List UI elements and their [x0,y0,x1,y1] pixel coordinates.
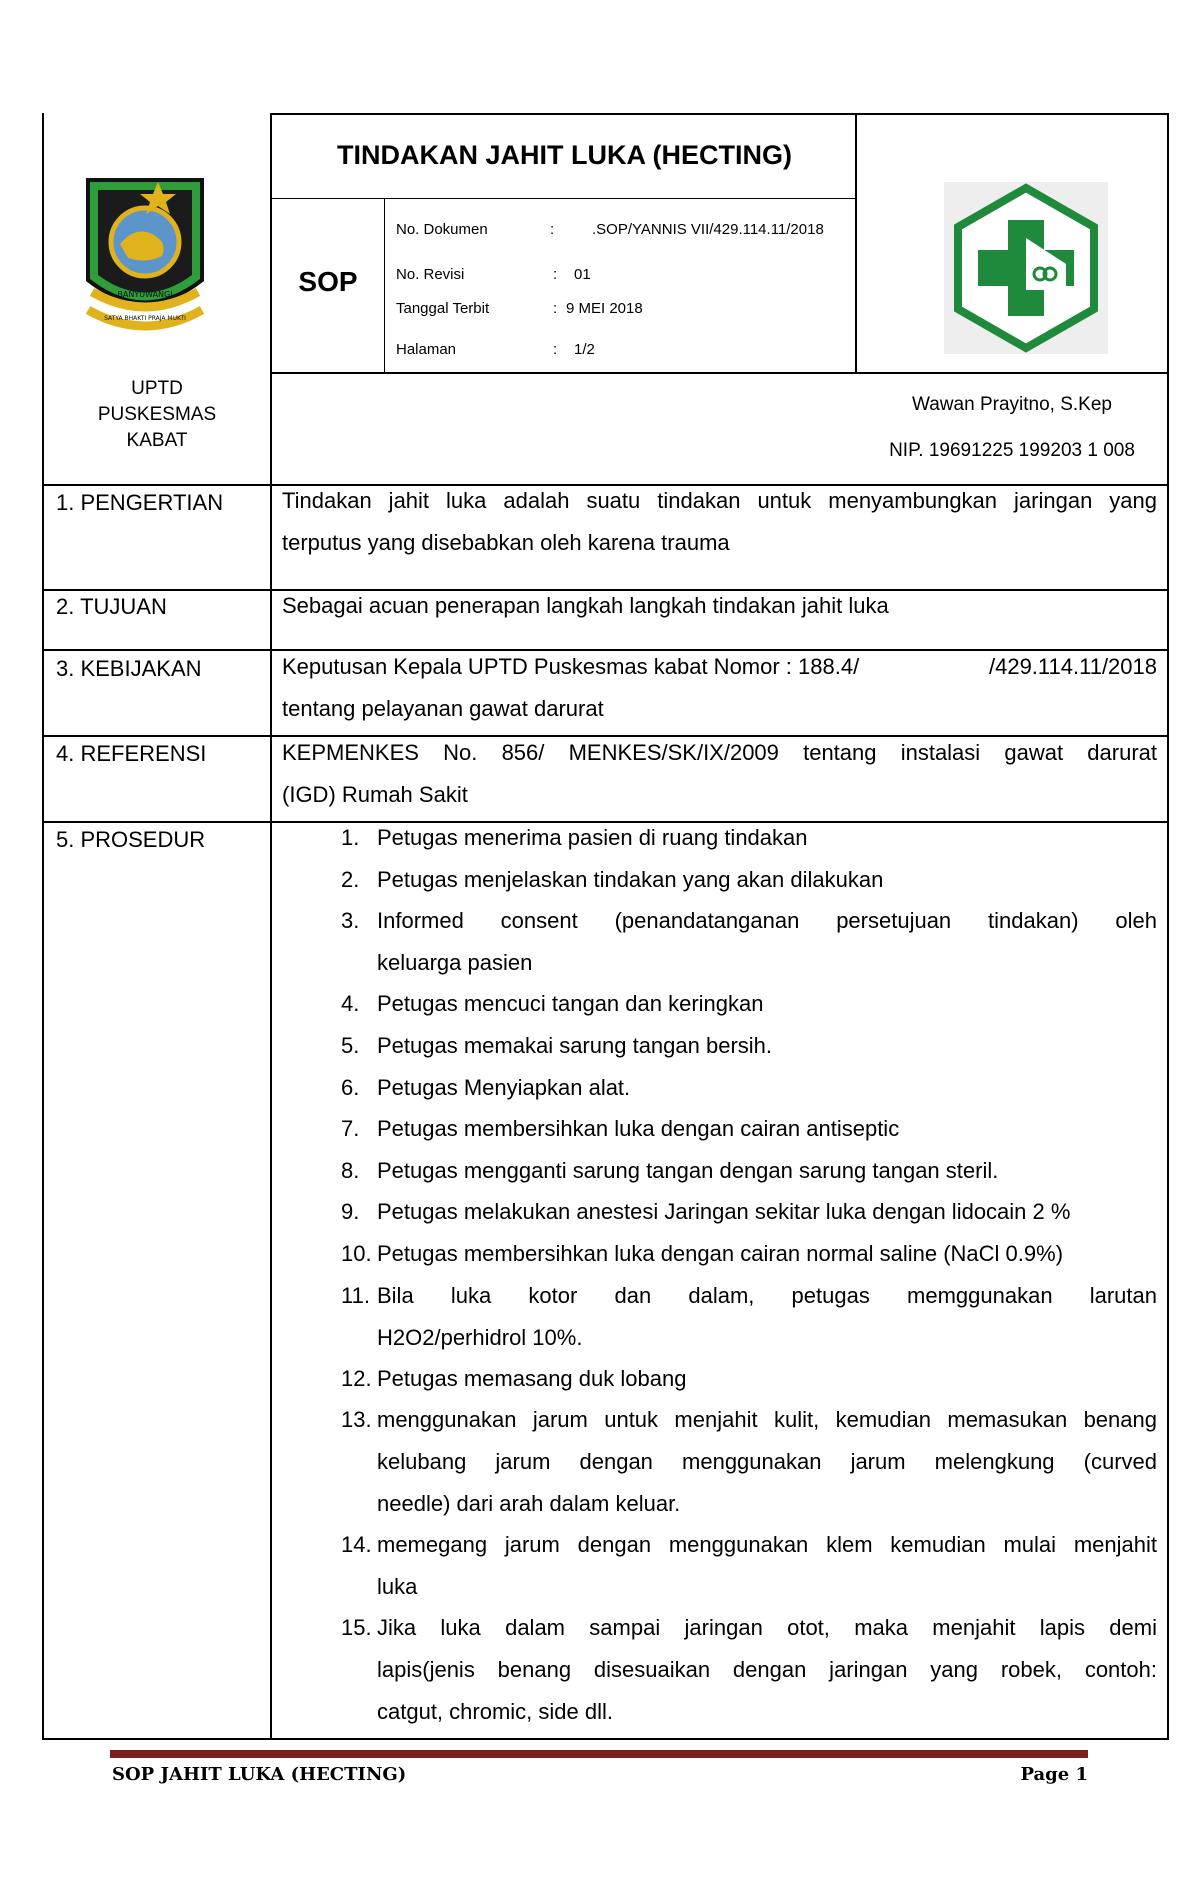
procedure-step-line: Petugas membersihkan luka dengan cairan normal saline (NaCl 0.9%) [377,1241,1064,1266]
section-label-prosedur: 5. PROSEDUR [56,827,206,852]
puskesmas-logo [944,182,1108,354]
procedure-step-text [377,1607,1157,1733]
procedure-step [341,1358,1157,1400]
crest-icon [80,160,210,340]
procedure-step-text [377,1358,1157,1400]
section-label-tujuan: 2. TUJUAN [56,594,167,619]
procedure-step-number: 5. [341,1033,360,1058]
procedure-step-text [377,1108,1157,1150]
field-value: .SOP/YANNIS VII/429.114.11/2018 [592,221,824,238]
content-line: Sebagai acuan penerapan langkah langkah tindakan jahit luka [282,593,889,618]
procedure-step-number: 7. [341,1116,360,1142]
content-line: Tindakan jahit luka adalah suatu tindakan untuk menyambungkan jaringan yang [282,488,1157,513]
procedure-step-text [377,1275,1157,1359]
procedure-step [341,1108,1157,1150]
field-label: Tanggal Terbit [396,300,490,317]
field-value: 1/2 [574,341,595,358]
procedure-step-number: 14. [341,1532,372,1558]
procedure-step-line: Petugas menjelaskan tindakan yang akan dilakukan [377,866,884,892]
procedure-step-line: Jika luka dalam sampai jaringan otot, maka menjahit lapis demi [377,1615,1157,1641]
page-title: TINDAKAN JAHIT LUKA (HECTING) [337,140,792,170]
procedure-step-number: 2. [341,866,360,892]
procedure-step-number: 4. [341,991,360,1017]
field-sep: : [553,300,558,317]
content-line: KEPMENKES No. 856/ MENKES/SK/IX/2009 tentang instalasi gawat darurat [282,740,1157,765]
svg-text:SATYA BHAKTI PRAJA MUKTI: SATYA BHAKTI PRAJA MUKTI [104,315,186,322]
procedure-step-text [377,1025,1157,1067]
procedure-step-number: 9. [341,1199,360,1225]
procedure-step-text [377,900,1157,984]
field-label: No. Revisi [396,266,465,283]
procedure-step-number: 13. [341,1407,372,1433]
section-content-kebijakan [282,646,1157,730]
signatory-nip: NIP. 19691225 199203 1 008 [889,440,1135,461]
section-label-pengertian: 1. PENGERTIAN [56,490,224,515]
procedure-step-line: Petugas mengganti sarung tangan dengan sarung tangan steril. [377,1157,999,1183]
procedure-step-number: 6. [341,1074,360,1100]
procedure-step [341,1191,1157,1233]
procedure-step [341,1607,1157,1732]
procedure-step-number: 3. [341,908,360,934]
kebijakan-decree-text: Keputusan Kepala UPTD Puskesmas kabat Nomor : 188.4/ [282,654,860,679]
procedure-step-line: needle) dari arah dalam keluar. [377,1491,681,1517]
procedure-step [341,983,1157,1025]
procedure-step-line: luka [377,1574,418,1600]
procedure-step-line: H2O2/perhidrol 10%. [377,1324,583,1350]
procedure-step-number: 12. [341,1365,372,1391]
procedure-step-line: catgut, chromic, side dll. [377,1699,613,1725]
procedure-step-text [377,1233,1157,1275]
procedure-step-number: 1. [341,825,360,850]
section-content-referensi [282,732,1157,816]
procedure-step-line: Petugas menerima pasien di ruang tindakan [377,825,808,850]
procedure-step [341,1150,1157,1192]
procedure-step [341,1399,1157,1524]
procedure-step-line: Petugas Menyiapkan alat. [377,1074,631,1100]
svg-text:BANYUWANGI: BANYUWANGI [117,290,173,299]
procedure-step [341,900,1157,983]
procedure-step-text [377,1150,1157,1192]
footer-document-name: SOP JAHIT LUKA (HECTING) [112,1764,407,1785]
procedure-step-line: Petugas memasang duk lobang [377,1365,687,1391]
procedure-list [341,817,1157,1737]
procedure-step [341,859,1157,901]
section-label-referensi: 4. REFERENSI [56,741,207,766]
procedure-step-line: Petugas membersihkan luka dengan cairan antiseptic [377,1116,900,1142]
procedure-step [341,1524,1157,1607]
field-value: 9 MEI 2018 [566,300,643,317]
section-content-tujuan [282,585,1157,627]
procedure-step [341,1233,1157,1275]
procedure-step-text [377,983,1157,1025]
procedure-step-line: kelubang jarum dengan menggunakan jarum melengkung (curved [377,1449,1157,1475]
field-label: Halaman [396,341,457,358]
procedure-step-text [377,1067,1157,1109]
procedure-step-line: keluarga pasien [377,950,533,976]
field-label: No. Dokumen [396,221,488,238]
section-label-kebijakan: 3. KEBIJAKAN [56,656,202,681]
org-line: PUSKESMAS [97,404,217,425]
org-line: KABAT [126,430,188,451]
footer-rule [110,1750,1088,1758]
content-line: tentang pelayanan gawat darurat [282,696,604,721]
content-line [282,646,1157,688]
puskesmas-cross-icon [944,182,1108,354]
procedure-step-number: 10. [341,1241,372,1266]
procedure-step-text [377,1191,1157,1233]
content-line: (IGD) Rumah Sakit [282,782,468,807]
procedure-step-line: memegang jarum dengan menggunakan klem kemudian mulai menjahit [377,1532,1157,1558]
field-sep: : [553,266,558,283]
procedure-step-number: 8. [341,1157,360,1183]
content-line: terputus yang disebabkan oleh karena trauma [282,530,730,555]
field-sep: : [550,221,555,238]
procedure-step-number: 11. [341,1282,370,1308]
procedure-step-text [377,1524,1157,1608]
procedure-step [341,1275,1157,1358]
procedure-step-number: 15. [341,1615,372,1641]
section-content-pengertian [282,480,1157,564]
procedure-step-line: lapis(jenis benang disesuaikan dengan jaringan yang robek, contoh: [377,1657,1157,1683]
procedure-step-line: Petugas mencuci tangan dan keringkan [377,991,764,1017]
procedure-step-text [377,859,1157,901]
procedure-step [341,1067,1157,1109]
organization-name [44,376,270,454]
procedure-step-text [377,1399,1157,1525]
kebijakan-decree-number: /429.114.11/2018 [988,654,1157,679]
field-sep: : [553,341,558,358]
regency-crest-logo [80,160,210,340]
procedure-step-line: Petugas memakai sarung tangan bersih. [377,1033,773,1058]
procedure-step [341,817,1157,859]
procedure-step-line: menggunakan jarum untuk menjahit kulit, kemudian memasukan benang [377,1407,1157,1433]
procedure-step-line: Bila luka kotor dan dalam, petugas memggunakan larutan [377,1282,1157,1308]
org-line: UPTD [131,378,183,399]
procedure-step-line: Informed consent (penandatanganan persetujuan tindakan) oleh [377,908,1157,934]
sop-label: SOP [298,266,358,297]
procedure-step-text [377,817,1157,859]
procedure-step [341,1025,1157,1067]
signatory-name: Wawan Prayitno, S.Kep [912,394,1112,415]
procedure-step-line: Petugas melakukan anestesi Jaringan sekitar luka dengan lidocain 2 % [377,1199,1071,1225]
field-value: 01 [574,266,591,283]
footer-page-number: Page 1 [1020,1764,1088,1785]
